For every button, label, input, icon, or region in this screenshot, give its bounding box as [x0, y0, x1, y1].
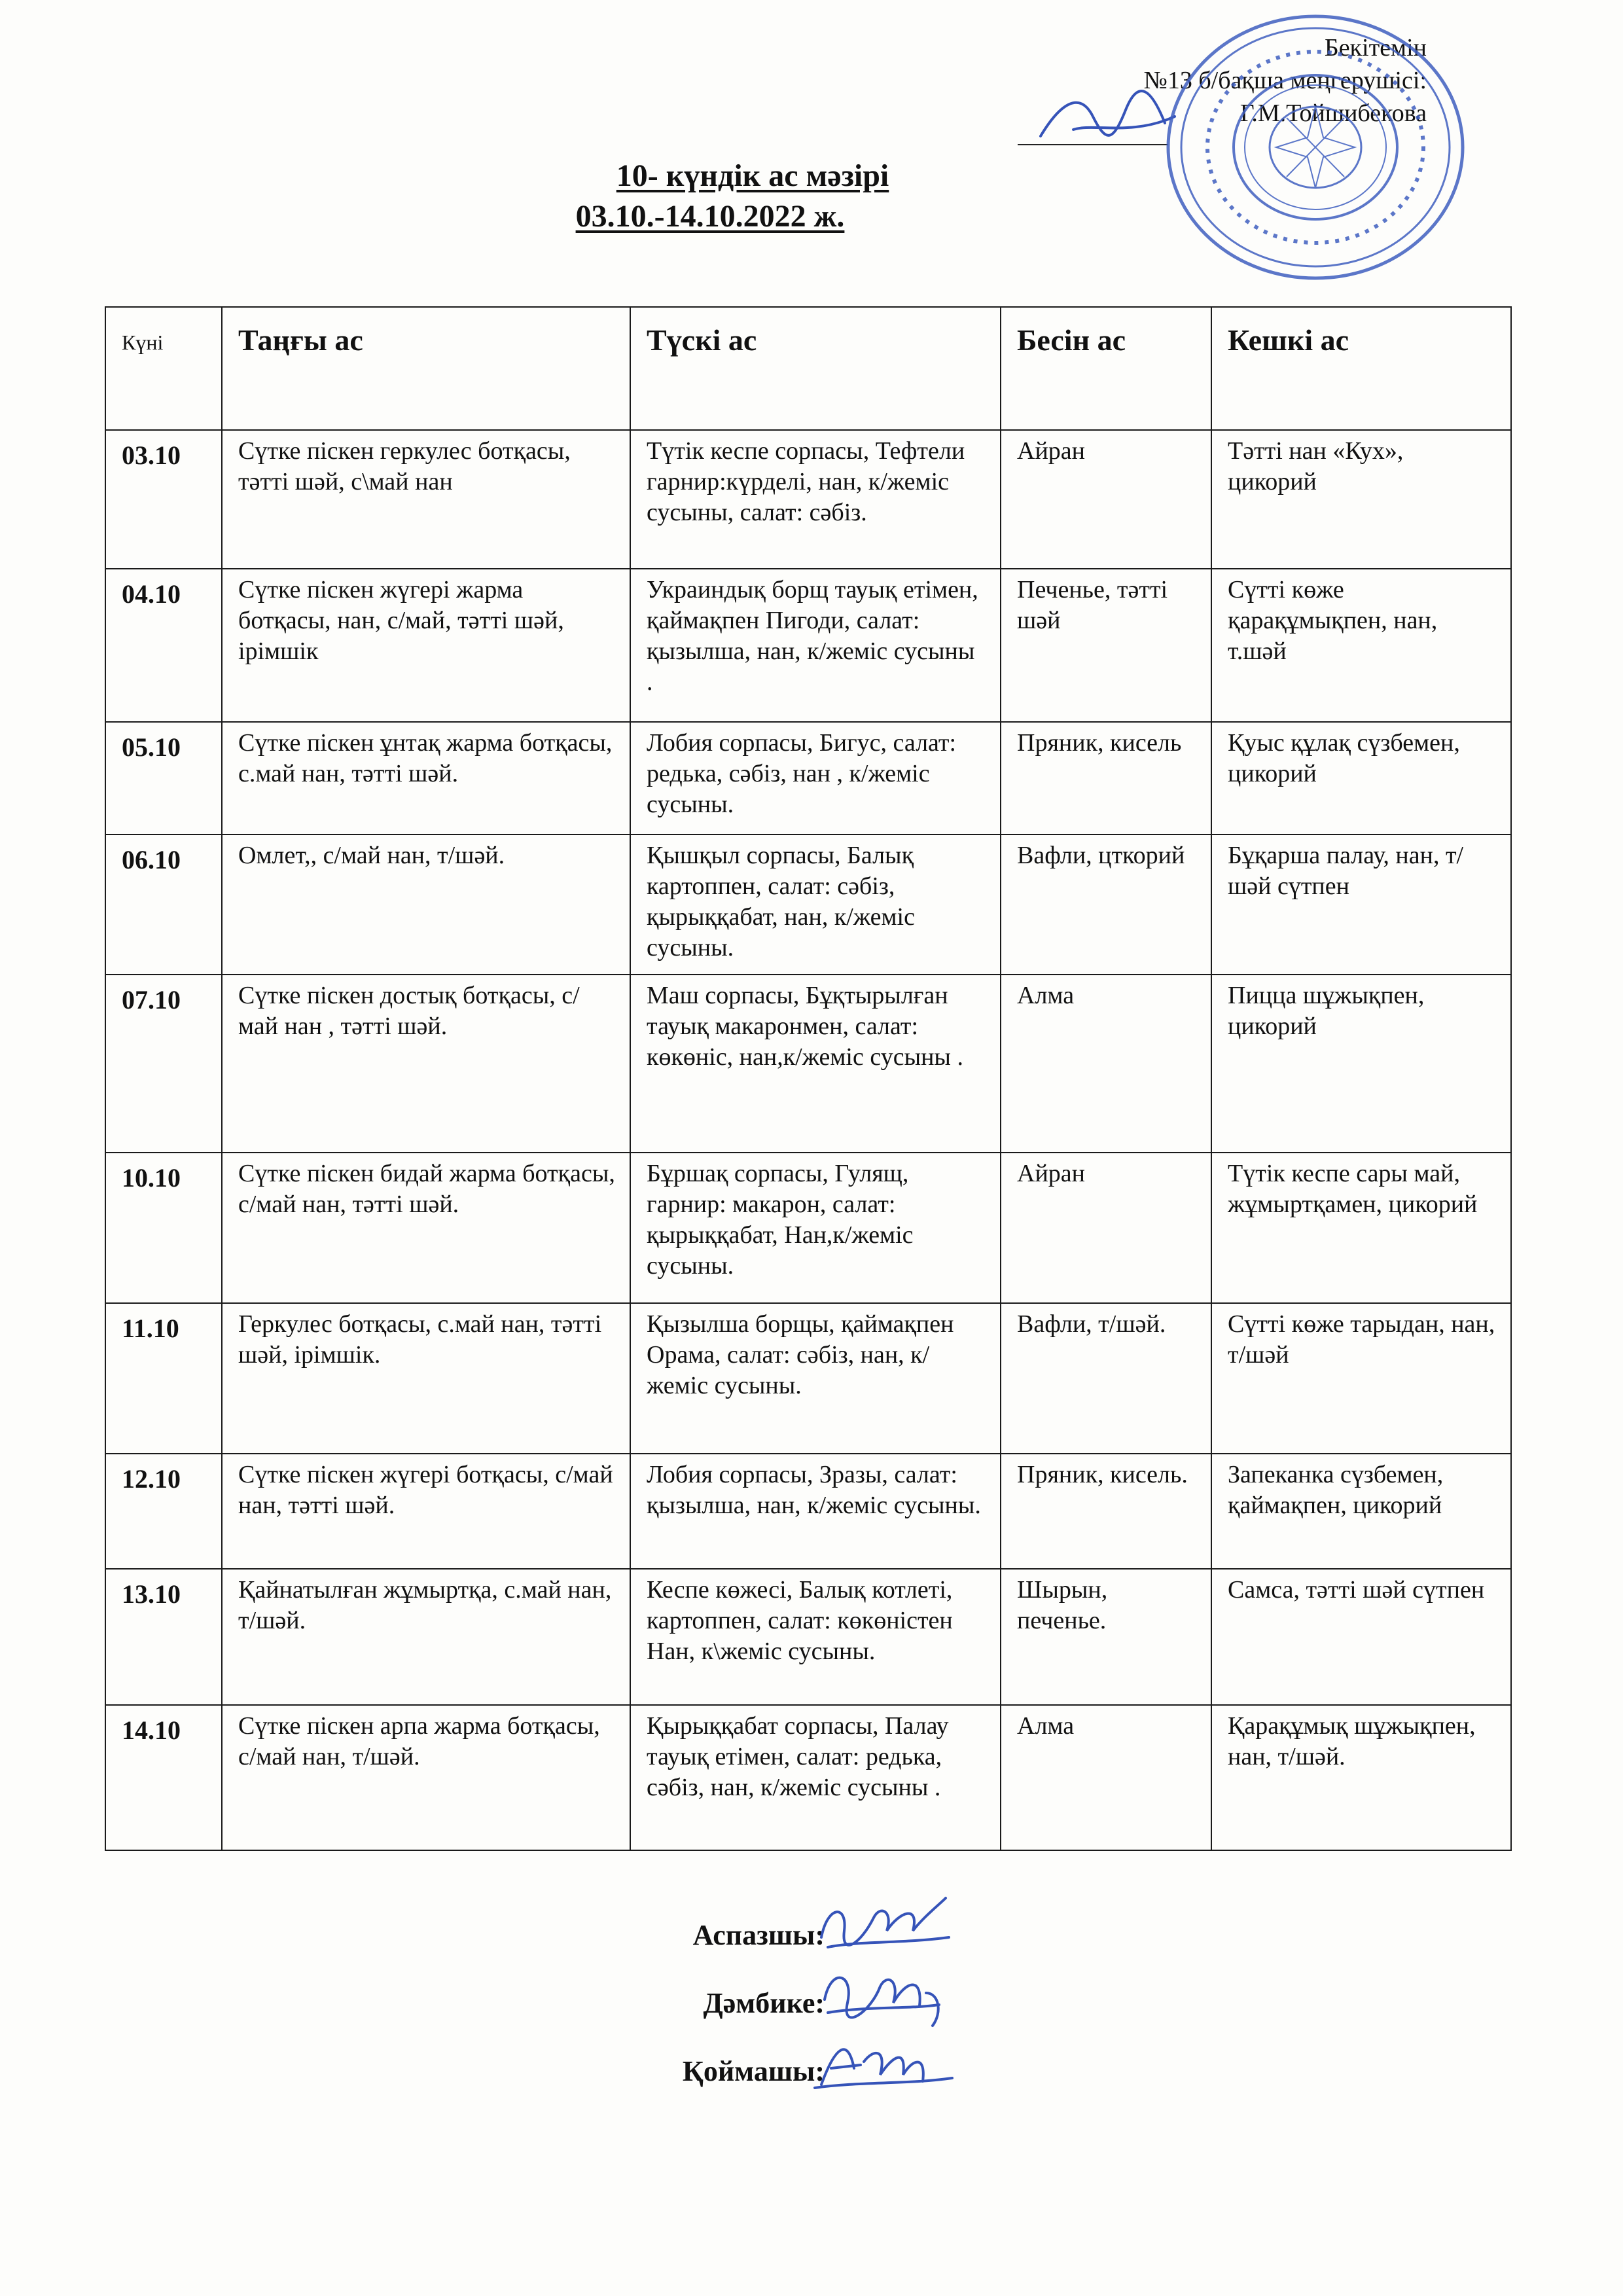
cell-lunch: Қырыққабат сорпасы, Палау тауық етімен, салат: редька, сәбіз, нан, к/жеміс сусыны . [630, 1705, 1001, 1850]
cell-snack: Айран [1001, 430, 1211, 569]
cell-lunch: Кеспе көжесі, Балық котлеті, картоппен, салат: көкөністен Нан, к\жеміс сусыны. [630, 1569, 1001, 1705]
table-row [105, 1705, 1511, 1850]
cell-snack: Алма [1001, 1705, 1211, 1850]
cell-dinner: Самса, тәтті шәй сүтпен [1211, 1569, 1511, 1705]
cell-breakfast: Сүтке піскен геркулес ботқасы, тәтті шәй, с\май нан [222, 430, 630, 569]
table-row [105, 569, 1511, 722]
cell-lunch: Бұршақ сорпасы, Гулящ, гарнир: макарон, салат: қырыққабат, Нан,к/жеміс сусыны. [630, 1153, 1001, 1303]
cell-dinner: Пицца шұжықпен, цикорий [1211, 975, 1511, 1153]
table-row [105, 1569, 1511, 1705]
storekeeper-signature [808, 2022, 959, 2108]
cell-day: 11.10 [105, 1303, 222, 1454]
approval-name: Г.М.Тойшибекова [1240, 99, 1427, 127]
table-header-row [105, 307, 1511, 430]
table-row [105, 975, 1511, 1153]
cell-day: 14.10 [105, 1705, 222, 1850]
table-row [105, 834, 1511, 975]
cell-breakfast: Омлет,, с/май нан, т/шәй. [222, 834, 630, 975]
cell-snack: Алма [1001, 975, 1211, 1153]
cell-snack: Айран [1001, 1153, 1211, 1303]
document-title [458, 156, 1047, 237]
cell-snack: Пряник, кисель [1001, 722, 1211, 834]
cell-dinner: Қуыс құлақ сүзбемен, цикорий [1211, 722, 1511, 834]
title-line-1: 10- күндік ас мәзірі [616, 158, 889, 193]
cell-breakfast: Сүтке піскен жүгері жарма ботқасы, нан, с/май, тәтті шәй, ірімшік [222, 569, 630, 722]
round-stamp [1152, 7, 1479, 288]
cell-lunch: Лобия сорпасы, Бигус, салат: редька, сәбіз, нан , к/жеміс сусыны. [630, 722, 1001, 834]
cell-snack: Вафли, цткорий [1001, 834, 1211, 975]
cell-breakfast: Сүтке піскен ұнтақ жарма ботқасы, с.май нан, тәтті шәй. [222, 722, 630, 834]
table-row [105, 1454, 1511, 1569]
cell-lunch: Маш сорпасы, Бұқтырылған тауық макаронмен, салат: көкөніс, нан,к/жеміс сусыны . [630, 975, 1001, 1153]
cell-day: 05.10 [105, 722, 222, 834]
cell-snack: Шырын, печенье. [1001, 1569, 1211, 1705]
cell-lunch: Қышқыл сорпасы, Балық картоппен, салат: сәбіз, қырыққабат, нан, к/жеміс сусыны. [630, 834, 1001, 975]
staff-block [615, 1901, 825, 2106]
cell-day: 03.10 [105, 430, 222, 569]
menu-table [105, 306, 1512, 1851]
cell-lunch: Украиндық борщ тауық етімен, қаймақпен Пигоди, салат: қызылша, нан, к/жеміс сусыны . [630, 569, 1001, 722]
table-row [105, 722, 1511, 834]
cell-day: 10.10 [105, 1153, 222, 1303]
cell-lunch: Түтік кеспе сорпасы, Тефтели гарнир:күрделі, нан, к/жеміс сусыны, салат: сәбіз. [630, 430, 1001, 569]
cell-snack: Пряник, кисель. [1001, 1454, 1211, 1569]
header-snack: Бесін ас [1001, 307, 1211, 430]
header-dinner: Кешкі ас [1211, 307, 1511, 430]
cell-breakfast: Сүтке піскен достық ботқасы, с/май нан , тәтті шәй. [222, 975, 630, 1153]
cell-dinner: Тәтті нан «Кух», цикорий [1211, 430, 1511, 569]
cell-dinner: Запеканка сүзбемен, қаймақпен, цикорий [1211, 1454, 1511, 1569]
cell-lunch: Қызылша борщы, қаймақпен Орама, салат: сәбіз, нан, к/жеміс сусыны. [630, 1303, 1001, 1454]
staff-nurse-label: Дәмбике: [703, 1987, 825, 2019]
cell-breakfast: Сүтке піскен жүгері ботқасы, с/май нан, тәтті шәй. [222, 1454, 630, 1569]
cell-dinner: Сүтті көже тарыдан, нан, т/шәй [1211, 1303, 1511, 1454]
cell-snack: Печенье, тәтті шәй [1001, 569, 1211, 722]
cell-dinner: Түтік кеспе сары май, жұмыртқамен, цикорий [1211, 1153, 1511, 1303]
header-lunch: Түскі ас [630, 307, 1001, 430]
approval-heading: Бекітемін [1324, 34, 1427, 62]
cell-day: 06.10 [105, 834, 222, 975]
table-row [105, 430, 1511, 569]
cell-dinner: Сүтті көже қарақұмықпен, нан, т.шәй [1211, 569, 1511, 722]
cell-dinner: Қарақұмық шұжықпен, нан, т/шәй. [1211, 1705, 1511, 1850]
cell-day: 12.10 [105, 1454, 222, 1569]
cell-day: 04.10 [105, 569, 222, 722]
staff-cook-label: Аспазшы: [692, 1919, 825, 1951]
table-row [105, 1303, 1511, 1454]
table-row [105, 1153, 1511, 1303]
header-day: Күні [105, 307, 222, 430]
title-date-range: 03.10.-14.10.2022 ж. [575, 199, 845, 234]
cell-breakfast: Сүтке піскен бидай жарма ботқасы, с/май нан, тәтті шәй. [222, 1153, 630, 1303]
approval-position: №13 б/бақша меңгерушісі: [1143, 67, 1427, 94]
cell-snack: Вафли, т/шәй. [1001, 1303, 1211, 1454]
cell-day: 07.10 [105, 975, 222, 1153]
cell-dinner: Бұқарша палау, нан, т/шәй сүтпен [1211, 834, 1511, 975]
cell-lunch: Лобия сорпасы, Зразы, салат: қызылша, нан, к/жеміс сусыны. [630, 1454, 1001, 1569]
cell-day: 13.10 [105, 1569, 222, 1705]
header-breakfast: Таңғы ас [222, 307, 630, 430]
staff-storekeeper-label: Қоймашы: [682, 2055, 825, 2087]
cell-breakfast: Қайнатылған жұмыртқа, с.май нан, т/шәй. [222, 1569, 630, 1705]
cell-breakfast: Геркулес ботқасы, с.май нан, тәтті шәй, ірімшік. [222, 1303, 630, 1454]
cell-breakfast: Сүтке піскен арпа жарма ботқасы, с/май нан, т/шәй. [222, 1705, 630, 1850]
